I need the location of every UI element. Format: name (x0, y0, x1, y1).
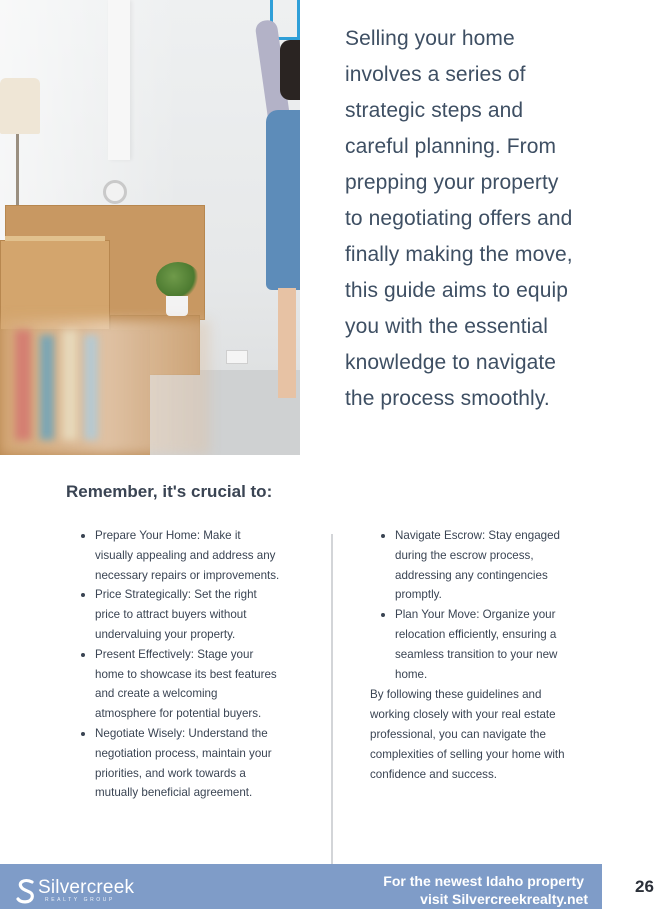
person-hair (280, 40, 300, 100)
closing-paragraph (370, 685, 602, 784)
closing-line: professional, you can navigate the (370, 727, 546, 741)
list-item-line: home to showcase its best features (95, 667, 277, 681)
list-item (78, 526, 310, 585)
footer-website-link[interactable]: visit Silvercreekrealty.net (420, 891, 588, 907)
remember-heading: Remember, it's crucial to: (66, 482, 273, 501)
logo-subtext: REALTY GROUP (45, 897, 115, 903)
intro-line: to negotiating offers and (345, 207, 573, 230)
intro-line: strategic steps and (345, 99, 524, 122)
list-item (78, 585, 310, 644)
curtain (108, 0, 130, 160)
hero-photo (0, 0, 300, 455)
list-item-line: Present Effectively: Stage your (95, 647, 254, 661)
list-item-line: promptly. (395, 588, 442, 602)
intro-paragraph (345, 21, 645, 417)
logo-wordmark: Silvercreek (38, 877, 135, 898)
intro-line: involves a series of (345, 63, 526, 86)
page-number: 26 (635, 877, 654, 896)
list-item-line: Price Strategically: Set the right (95, 588, 257, 602)
list-item-line: Negotiate Wisely: Understand the (95, 726, 268, 740)
blurred-book (84, 335, 98, 440)
intro-line: the process smoothly. (345, 387, 550, 410)
list-item-line: negotiation process, maintain your (95, 746, 272, 760)
column-divider (331, 534, 333, 864)
silvercreek-logo-icon (14, 877, 38, 905)
list-item-line: priorities, and work towards a (95, 766, 246, 780)
intro-line: careful planning. From (345, 135, 557, 158)
list-item-line: atmosphere for potential buyers. (95, 707, 262, 721)
list-item (78, 645, 310, 724)
person-leg (278, 288, 296, 398)
lamp-shade (0, 78, 40, 134)
alarm-clock (103, 180, 127, 204)
list-item-line: during the escrow process, (395, 548, 534, 562)
box-tape (5, 236, 105, 241)
lamp-pole (16, 134, 19, 214)
right-column (370, 526, 602, 784)
list-item-line: visually appealing and address any (95, 548, 276, 562)
list-item (378, 605, 602, 684)
bullet-list (78, 526, 310, 803)
person-body (266, 110, 300, 290)
list-item-line: Navigate Escrow: Stay engaged (395, 529, 560, 542)
closing-line: complexities of selling your home with (370, 747, 565, 761)
list-item-line: price to attract buyers without (95, 608, 247, 622)
blurred-book (15, 330, 31, 440)
blurred-foreground (0, 320, 210, 455)
list-item-line: relocation efficiently, ensuring a (395, 627, 557, 641)
list-item-line: Prepare Your Home: Make it (95, 529, 241, 542)
list-item-line: and create a welcoming (95, 687, 218, 701)
list-item-line: Plan Your Move: Organize your (395, 608, 556, 622)
wall-socket (226, 350, 248, 364)
blurred-book (40, 335, 54, 440)
intro-line: this guide aims to equip (345, 279, 569, 302)
footer-tagline: For the newest Idaho property (383, 873, 584, 889)
intro-line: Selling your home (345, 27, 515, 50)
intro-line: prepping your property (345, 171, 559, 194)
list-item-line: seamless transition to your new (395, 647, 558, 661)
potted-plant (156, 262, 200, 298)
list-item-line: undervaluing your property. (95, 627, 236, 641)
list-item-line: mutually beneficial agreement. (95, 786, 253, 800)
blurred-book (62, 330, 78, 440)
closing-line: working closely with your real estate (370, 708, 556, 722)
left-column (78, 526, 310, 803)
list-item-line: home. (395, 667, 428, 681)
closing-line: By following these guidelines and (370, 688, 542, 702)
list-item-line: necessary repairs or improvements. (95, 568, 280, 582)
list-item (378, 526, 602, 605)
plant-pot (166, 296, 188, 316)
list-item (78, 724, 310, 803)
intro-line: you with the essential (345, 315, 548, 338)
list-item-line: addressing any contingencies (395, 568, 548, 582)
cardboard-box (0, 240, 110, 330)
bullet-list (378, 526, 602, 684)
closing-line: confidence and success. (370, 767, 497, 781)
intro-line: knowledge to navigate (345, 351, 557, 374)
intro-line: finally making the move, (345, 243, 573, 266)
